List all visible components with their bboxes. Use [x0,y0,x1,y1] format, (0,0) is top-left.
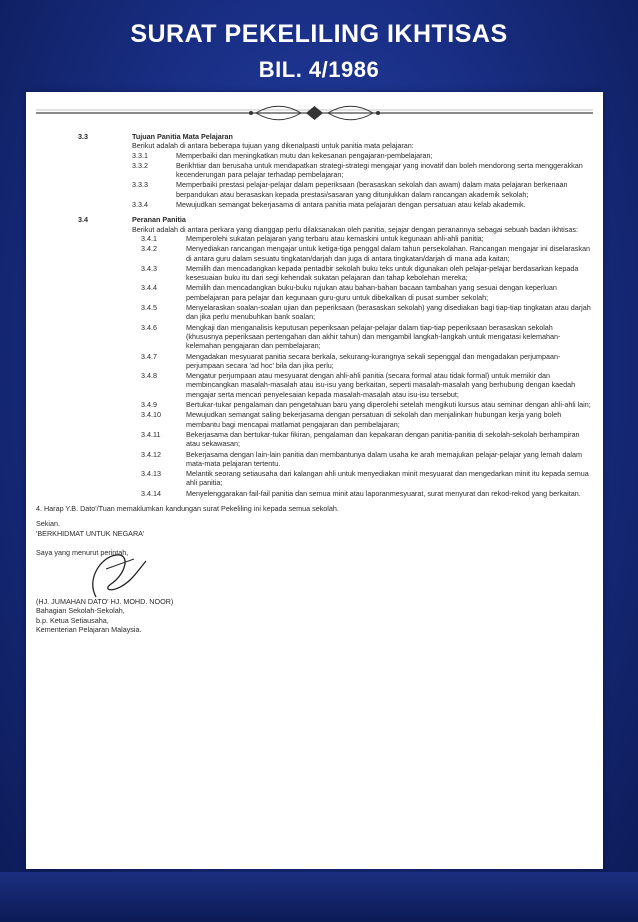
item-number: 3.4.9 [141,400,157,410]
item-number: 3.3.3 [132,180,148,190]
closing-block [36,519,591,634]
item-number: 3.4.14 [141,488,161,498]
list-item [36,430,591,449]
item-number: 3.4.12 [141,449,161,459]
signatory-dept: Bahagian Sekolah-Sekolah, [36,606,125,616]
section-intro: Berikut adalah di antara beberapa tujuan yang dikenalpasti untuk panitia mata pelajaran: [132,141,414,151]
item-text: Memperbaiki prestasi pelajar-pelajar dalam peperiksaan (berasaskan sekolah dan awam) dalam mata pelajaran berkenaan berpandukan atau berasaskan kepada prestasi/sasaran yang ditunjukkan dalam rancangan akademik sekolah; [176,180,568,199]
document-page [26,92,603,869]
list-item [36,234,591,243]
list-item [36,489,591,498]
list-item [36,244,591,263]
item-text: Memperbaiki dan meningkatkan mutu dan kekesanan pengajaran-pembelajaran; [176,150,433,160]
item-number: 3.4.6 [141,322,157,332]
item-number: 3.3.4 [132,200,148,210]
item-text: Memilih dan mencadangkan buku-buku rujukan atau bahan-bahan bacaan tambahan yang sesuai dengan keperluan pembelajaran para pelajar dan kegunaan guru-guru untuk dibekalkan di pusat sumber sekolah; [186,283,557,302]
section-title: Tujuan Panitia Mata Pelajaran [132,132,233,141]
item-number: 3.4.1 [141,233,157,243]
item-text: Mewujudkan semangat bekerjasama di antara panitia mata pelajaran dengan persatuan atau kelab akademik. [176,200,526,210]
list-item [36,450,591,469]
signature-area [36,557,591,597]
item-text: Menyediakan rancangan mengajar untuk ketiga-tiga penggal dalam tahun persekolahan. Rancangan mengajar ini diselaraskan di antara guru dalam sesuatu tingkatan/darjah dan juga di antara tingkatan/darjah di mana ada kaitan; [186,244,590,263]
document-body [36,132,591,634]
closing-motto: 'BERKHIDMAT UNTUK NEGARA' [36,528,145,538]
item-text: Mengkaji dan menganalisis keputusan peperiksaan pelajar-pelajar dalam tiap-tiap peperiksaan berasaskan sekolah (khususnya peperiksaan pertengahan dan akhir tahun) dan mengambil langkah-langkah untuk mengatasi kelemahan-kelemahan pengajaran dan pembelajaran; [186,322,561,351]
item-text: Mengatur perjumpaan atau mesyuarat dengan ahli-ahli panitia (secara formal atau tidak formal) untuk memikir dan membincangkan masalah-masalah atau isu-isu yang berkaitan, seperti masalah-masalah yang berhubung dengan kaedah mengajar serta mencari penyelesaian kepada masalah-masalah atau isu-isu tersebut; [186,371,576,399]
title-line-1: SURAT PEKELILING IKHTISAS [130,20,508,48]
list-item [36,151,591,160]
list-item [36,371,591,399]
ornament-divider [26,102,603,124]
list-item [36,283,591,302]
item-text: Mewujudkan semangat saling bekerjasama dengan persatuan di sekolah dan menjalinkan hubungan kerja yang boleh membantu bagi mencapai matlamat pengajaran dan pembelajaran; [186,410,562,429]
item-number: 3.4.4 [141,283,157,293]
item-number: 3.4.13 [141,469,161,479]
item-text: Memilih dan mencadangkan kepada pentadbir sekolah buku teks untuk digunakan oleh pelajar-pelajar berdasarkan kepada kesesuaian buku itu dari segi kehendak sukatan pelajaran dan tahap kebolehan mereka; [186,263,579,283]
item-number: 3.4.5 [141,303,157,313]
list-item [36,400,591,409]
item-text: Melantik seorang setiausaha dari kalangan ahli untuk menyediakan minit mesyuarat dan mengedarkan minit itu kepada semua ahli panitia; [186,469,589,488]
list-item [36,323,591,351]
paragraph-4: 4. Harap Y.B. Dato'/Tuan memaklumkan kandungan surat Pekeliling ini kepada semua sekolah. [36,503,339,513]
item-number: 3.3.2 [132,160,148,170]
section-number: 3.3 [78,132,88,141]
section-3-4 [36,215,591,498]
title-line-2: BIL. 4/1986 [258,57,380,82]
item-text: Menyelenggarakan fail-fail panitia dan semua minit atau laporanmesyuarat, surat menyurat dan rekod-rekod yang berkaitan. [186,488,581,498]
item-text: Berikhtiar dan berusaha untuk mendapatkan strategi-strategi mengajar yang inovatif dan boleh mendorong serta menggerakkan kecenderungan para pelajar terhadap pembelajaran; [176,160,583,180]
item-number: 3.4.10 [141,410,161,420]
list-item [36,469,591,488]
signatory-ministry: Kementerian Pelajaran Malaysia. [36,625,142,635]
list-item [36,180,591,199]
signatory-on-behalf: b.p. Ketua Setiausaha, [36,615,109,625]
item-number: 3.4.8 [141,371,157,381]
item-number: 3.4.2 [141,244,157,254]
closing-order: Saya yang menurut perintah, [36,547,129,557]
item-text: Menyelaraskan soalan-soalan ujian dan peperiksaan (berasaskan sekolah) yang disediakan bagi tiap-tiap tingkatan atau darjah dan jika perlu menubuhkan bank soalan; [186,303,591,322]
item-text: Bekerjasama dengan lain-lain panitia dan membantunya dalam usaha ke arah memajukan pelajar-pelajar yang lemah dalam mata-mata pelajaran tertentu. [186,449,582,468]
list-item [36,410,591,429]
list-item [36,264,591,283]
section-intro: Berikut adalah di antara perkara yang dianggap perlu dilaksanakan oleh panitia, sejajar dengan peranannya sebagai sebuah badan ikhtisas: [132,224,578,234]
list-item [36,200,591,209]
section-3-3 [36,132,591,209]
item-number: 3.4.7 [141,351,157,361]
section-title: Peranan Panitia [132,215,186,225]
slide-title [0,18,638,86]
closing-sekian: Sekian. [36,519,60,529]
signature-mark [76,549,166,604]
signatory-name: (HJ. JUMAHAN DATO' HJ. MOHD. NOOR) [36,597,174,607]
bottom-bar [0,872,638,922]
list-item [36,303,591,322]
item-number: 3.4.11 [141,429,161,439]
item-text: Bertukar-tukar pengalaman dan pengetahuan baru yang diperolehi setelah mengikuti kursus atau seminar dengan ahli-ahli lain; [186,400,591,410]
item-text: Memperolehi sukatan pelajaran yang terbaru atau kemaskini untuk kegunaan ahli-ahli panitia; [186,233,484,243]
item-number: 3.3.1 [132,150,148,160]
list-item [36,352,591,371]
item-text: Bekerjasama dan bertukar-tukar fikiran, pengalaman dan kepakaran dengan panitia-panitia di sekolah-sekolah berhampiran atau sekawasan; [186,429,580,449]
section-number: 3.4 [78,215,88,225]
item-text: Mengadakan mesyuarat panitia secara berkala, sekurang-kurangnya sekali sepenggal dan mengadakan perjumpaan-perjumpaan secara 'ad hoc' bila dan jika perlu; [186,351,561,370]
item-number: 3.4.3 [141,263,157,273]
list-item [36,161,591,180]
